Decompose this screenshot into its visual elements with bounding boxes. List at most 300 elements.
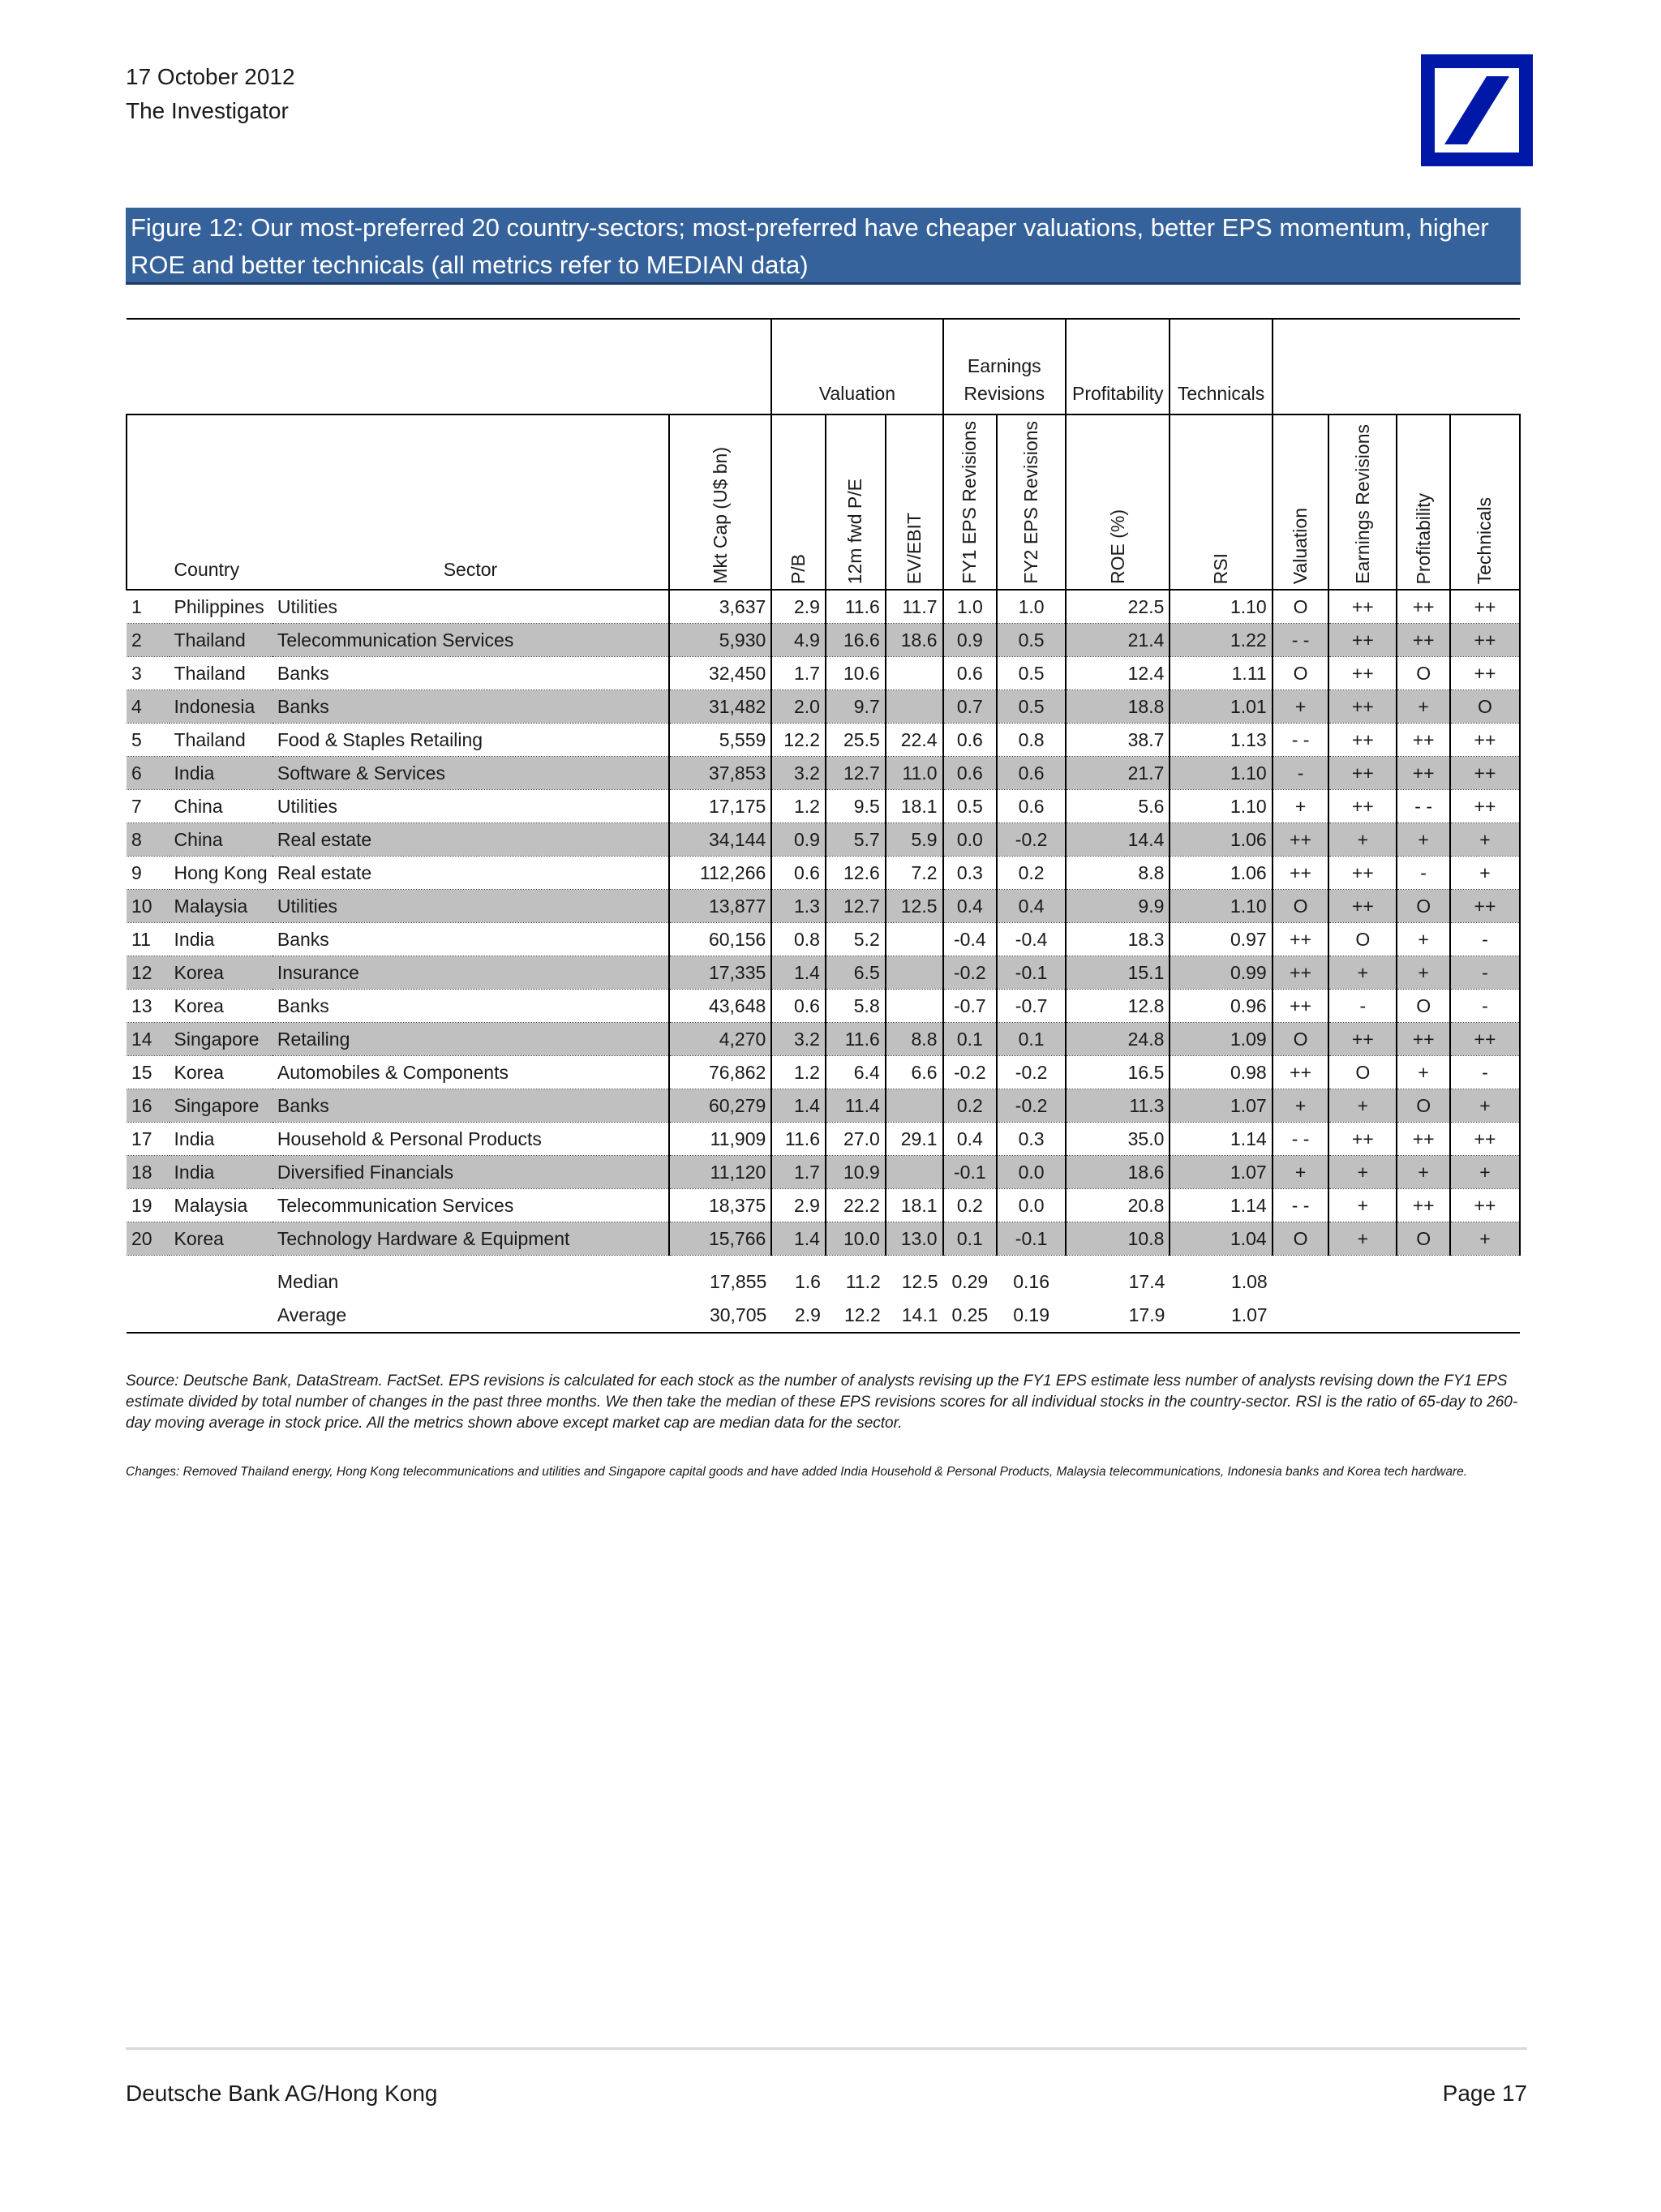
cell-fy2: -0.1 [997,956,1066,990]
cell-fy1: 0.1 [943,1023,998,1056]
col-evebit: EV/EBIT [903,512,925,584]
cell-s-val: ++ [1273,956,1329,990]
cell-sector: Utilities [273,790,669,823]
cell-fy2: 0.0 [997,1189,1066,1222]
cell-country: China [170,790,273,823]
cell-s-val: ++ [1273,923,1329,956]
table-row [127,823,1520,857]
cell-s-val: O [1273,657,1329,690]
summary-label: Median [277,1271,339,1292]
cell-pe: 16.6 [826,624,886,657]
summary-cell-roe: 17.9 [1066,1299,1170,1333]
table-row [127,657,1520,690]
col-score-technicals: Technicals [1474,496,1496,584]
cell-evebit: 8.8 [886,1023,943,1056]
logo-inner [1435,68,1519,152]
cell-rsi: 1.14 [1170,1189,1272,1222]
summary-cell-fy1: 0.25 [943,1299,998,1333]
cell-s-val: + [1273,690,1329,724]
cell-evebit [886,923,943,956]
cell-country: Hong Kong [170,857,273,890]
cell-pb: 2.0 [771,690,826,724]
cell-n: 4 [127,690,170,724]
cell-country: Malaysia [170,1189,273,1222]
cell-country: India [170,757,273,790]
changes-note: Changes: Removed Thailand energy, Hong Kong telecommunications and utilities and Singapore capital goods and have added India Household & Personal Products, Malaysia telecommunications, Indonesia banks and Korea tech hardware. [126,1465,1468,1479]
cell-evebit: 11.0 [886,757,943,790]
col-score-valuation: Valuation [1290,507,1311,584]
cell-pe: 25.5 [826,724,886,757]
cell-s-tech: - [1450,1056,1520,1089]
cell-s-prof: - - [1397,790,1450,823]
table-body [127,590,1520,1333]
cell-evebit [886,956,943,990]
cell-s-val: O [1273,1023,1329,1056]
cell-s-earn: ++ [1328,857,1397,890]
cell-pb: 0.6 [771,990,826,1023]
cell-fy1: 0.3 [943,857,998,890]
cell-mktcap: 17,335 [669,956,771,990]
cell-s-prof: ++ [1397,1189,1450,1222]
cell-pe: 12.6 [826,857,886,890]
cell-s-earn: ++ [1328,657,1397,690]
cell-evebit: 7.2 [886,857,943,890]
cell-fy2: 0.4 [997,890,1066,923]
cell-pb: 1.4 [771,1089,826,1123]
cell-s-prof: O [1397,657,1450,690]
cell-mktcap: 43,648 [669,990,771,1023]
cell-s-val: O [1273,1222,1329,1256]
summary-row [127,1256,1520,1299]
cell-s-earn: O [1328,1056,1397,1089]
cell-n: 18 [127,1156,170,1189]
cell-fy1: 0.4 [943,1123,998,1156]
cell-s-val: ++ [1273,857,1329,890]
group-technicals: Technicals [1170,319,1272,414]
cell-n: 10 [127,890,170,923]
cell-roe: 24.8 [1066,1023,1170,1056]
cell-fy1: 0.7 [943,690,998,724]
cell-s-tech: + [1450,1089,1520,1123]
cell-n: 2 [127,624,170,657]
cell-evebit: 13.0 [886,1222,943,1256]
cell-sector: Technology Hardware & Equipment [273,1222,669,1256]
cell-s-prof: O [1397,990,1450,1023]
cell-fy1: 0.2 [943,1089,998,1123]
figure-title: Figure 12: Our most-preferred 20 country-sectors; most-preferred have cheaper valuations, better EPS momentum, higher ROE and better technicals (all metrics refer to MEDIAN data) [126,208,1521,285]
summary-cell-pb: 2.9 [771,1299,826,1333]
cell-pb: 12.2 [771,724,826,757]
cell-fy1: -0.4 [943,923,998,956]
summary-cell-rsi: 1.08 [1230,1271,1268,1292]
table-row [127,1089,1520,1123]
cell-s-earn: - [1328,990,1397,1023]
cell-s-earn: + [1328,1089,1397,1123]
cell-s-tech: ++ [1450,890,1520,923]
cell-mktcap: 11,120 [669,1156,771,1189]
cell-pb: 3.2 [771,1023,826,1056]
col-sector: Sector [273,414,669,590]
cell-s-tech: ++ [1450,657,1520,690]
cell-country: India [170,1156,273,1189]
table-row [127,1023,1520,1056]
cell-sector: Banks [273,690,669,724]
cell-rsi: 1.10 [1170,790,1272,823]
cell-s-prof: ++ [1397,724,1450,757]
table-row [127,923,1520,956]
cell-fy2: -0.2 [997,823,1066,857]
group-earnings-line2: Revisions [964,383,1045,404]
cell-pb: 11.6 [771,1123,826,1156]
cell-fy1: -0.7 [943,990,998,1023]
cell-s-prof: + [1397,1156,1450,1189]
cell-s-prof: ++ [1397,757,1450,790]
cell-s-earn: + [1328,956,1397,990]
cell-mktcap: 18,375 [669,1189,771,1222]
summary-cell-fy2: 0.19 [997,1299,1066,1333]
cell-n: 6 [127,757,170,790]
cell-pe: 5.7 [826,823,886,857]
table-row [127,757,1520,790]
footer-left: Deutsche Bank AG/Hong Kong [126,2081,438,2106]
table-row [127,1222,1520,1256]
cell-roe: 15.1 [1066,956,1170,990]
source-note: Source: Deutsche Bank, DataStream. FactSet. EPS revisions is calculated for each stock as the number of analysts revising up the FY1 EPS estimate less number of analysts revising down the FY1 EPS estimate divided by total number of changes in the past three months. We then take the median of these EPS revisions scores for all individual stocks in the country-sector. RSI is the ratio of 65-day to 260-day moving average in stock price. All the metrics shown above except market cap are median data for the sector. [126,1372,1518,1432]
group-valuation: Valuation [771,319,942,414]
header-date: 17 October 2012 [126,64,295,89]
cell-sector: Automobiles & Components [273,1056,669,1089]
cell-country: Korea [170,1222,273,1256]
cell-s-tech: ++ [1450,624,1520,657]
cell-fy2: 0.5 [997,657,1066,690]
cell-s-val: - - [1273,1123,1329,1156]
cell-sector: Software & Services [273,757,669,790]
group-earnings-line1: Earnings [967,355,1041,376]
cell-sector: Food & Staples Retailing [273,724,669,757]
cell-evebit: 18.1 [886,1189,943,1222]
cell-pe: 11.6 [826,590,886,624]
cell-rsi: 1.11 [1170,657,1272,690]
summary-cell-pe: 11.2 [845,1271,881,1292]
cell-s-val: + [1273,1089,1329,1123]
cell-fy2: 1.0 [997,590,1066,624]
cell-n: 20 [127,1222,170,1256]
cell-evebit: 5.9 [886,823,943,857]
cell-n: 14 [127,1023,170,1056]
cell-s-earn: ++ [1328,790,1397,823]
deutsche-bank-logo [1421,54,1533,166]
cell-fy2: -0.1 [997,1222,1066,1256]
cell-rsi: 1.22 [1170,624,1272,657]
cell-roe: 35.0 [1066,1123,1170,1156]
cell-pe: 5.8 [826,990,886,1023]
cell-pe: 12.7 [826,757,886,790]
col-pb: P/B [788,553,809,584]
cell-fy2: 0.3 [997,1123,1066,1156]
cell-s-val: - [1273,757,1329,790]
cell-pe: 11.4 [826,1089,886,1123]
cell-country: Singapore [170,1089,273,1123]
cell-fy1: 0.1 [943,1222,998,1256]
cell-sector: Banks [273,1089,669,1123]
table-row [127,690,1520,724]
cell-s-earn: + [1328,1189,1397,1222]
cell-pe: 27.0 [826,1123,886,1156]
cell-rsi: 0.98 [1170,1056,1272,1089]
cell-s-val: - - [1273,724,1329,757]
cell-s-tech: - [1450,990,1520,1023]
cell-s-earn: ++ [1328,724,1397,757]
summary-cell-mktcap: 17,855 [709,1271,767,1292]
cell-fy1: 1.0 [943,590,998,624]
cell-s-tech: ++ [1450,1023,1520,1056]
cell-pe: 10.6 [826,657,886,690]
cell-roe: 38.7 [1066,724,1170,757]
cell-country: Philippines [170,590,273,624]
cell-evebit [886,1156,943,1189]
cell-fy2: 0.8 [997,724,1066,757]
cell-fy1: 0.5 [943,790,998,823]
cell-mktcap: 112,266 [669,857,771,890]
cell-roe: 18.3 [1066,923,1170,956]
cell-fy1: 0.9 [943,624,998,657]
cell-s-prof: O [1397,1222,1450,1256]
cell-roe: 18.8 [1066,690,1170,724]
table-row [127,790,1520,823]
cell-s-prof: + [1397,690,1450,724]
cell-evebit [886,657,943,690]
cell-roe: 10.8 [1066,1222,1170,1256]
cell-pe: 12.7 [826,890,886,923]
cell-fy1: -0.2 [943,956,998,990]
cell-rsi: 1.07 [1170,1156,1272,1189]
cell-roe: 22.5 [1066,590,1170,624]
cell-mktcap: 5,559 [669,724,771,757]
cell-n: 9 [127,857,170,890]
cell-country: India [170,1123,273,1156]
cell-s-tech: + [1450,1156,1520,1189]
cell-pe: 22.2 [826,1189,886,1222]
cell-rsi: 1.06 [1170,857,1272,890]
summary-cell-pb: 1.6 [795,1271,821,1292]
summary-cell-fy2: 0.16 [1013,1271,1049,1292]
cell-s-earn: + [1328,1156,1397,1189]
cell-n: 7 [127,790,170,823]
cell-roe: 11.3 [1066,1089,1170,1123]
cell-fy2: -0.7 [997,990,1066,1023]
cell-country: Malaysia [170,890,273,923]
col-fy1: FY1 EPS Revisions [959,421,981,584]
cell-mktcap: 15,766 [669,1222,771,1256]
cell-s-tech: O [1450,690,1520,724]
cell-s-tech: ++ [1450,590,1520,624]
cell-s-tech: + [1450,823,1520,857]
header-publication: The Investigator [126,98,289,123]
cell-n: 12 [127,956,170,990]
cell-roe: 18.6 [1066,1156,1170,1189]
summary-cell-fy1: 0.29 [951,1271,989,1292]
summary-cell-evebit: 12.5 [901,1271,938,1292]
cell-n: 8 [127,823,170,857]
cell-fy1: 0.6 [943,757,998,790]
cell-pb: 1.2 [771,1056,826,1089]
cell-fy1: 0.0 [943,823,998,857]
cell-evebit: 18.6 [886,624,943,657]
cell-country: Thailand [170,724,273,757]
cell-n: 3 [127,657,170,690]
cell-s-prof: - [1397,857,1450,890]
cell-mktcap: 76,862 [669,1056,771,1089]
cell-s-earn: ++ [1328,757,1397,790]
col-fy2: FY2 EPS Revisions [1020,421,1042,584]
group-header-row [127,319,1520,414]
cell-s-earn: ++ [1328,690,1397,724]
col-country: Country [170,414,273,590]
logo-slash-icon [1435,68,1519,152]
cell-fy2: 0.2 [997,857,1066,890]
cell-rsi: 0.96 [1170,990,1272,1023]
cell-pb: 3.2 [771,757,826,790]
cell-country: Thailand [170,657,273,690]
summary-cell-rsi: 1.07 [1170,1299,1272,1333]
cell-sector: Real estate [273,823,669,857]
cell-sector: Banks [273,657,669,690]
col-pe: 12m fwd P/E [844,478,866,584]
cell-pe: 5.2 [826,923,886,956]
cell-s-val: O [1273,890,1329,923]
cell-s-earn: ++ [1328,890,1397,923]
table-row [127,624,1520,657]
cell-s-prof: ++ [1397,590,1450,624]
cell-evebit [886,1089,943,1123]
cell-evebit [886,990,943,1023]
cell-s-earn: + [1328,823,1397,857]
cell-n: 17 [127,1123,170,1156]
cell-fy2: 0.6 [997,790,1066,823]
cell-country: Korea [170,1056,273,1089]
cell-s-earn: + [1328,1222,1397,1256]
cell-country: Singapore [170,1023,273,1056]
footer-divider [126,2047,1527,2050]
cell-rsi: 1.10 [1170,890,1272,923]
cell-mktcap: 37,853 [669,757,771,790]
cell-s-val: ++ [1273,1056,1329,1089]
cell-pe: 10.9 [826,1156,886,1189]
cell-pe: 10.0 [826,1222,886,1256]
group-profitability: Profitability [1066,319,1170,414]
cell-roe: 8.8 [1066,857,1170,890]
cell-pb: 1.4 [771,956,826,990]
cell-evebit [886,690,943,724]
cell-evebit: 29.1 [886,1123,943,1156]
cell-n: 11 [127,923,170,956]
cell-s-tech: ++ [1450,757,1520,790]
cell-s-tech: ++ [1450,724,1520,757]
cell-rsi: 1.10 [1170,590,1272,624]
table-row [127,1056,1520,1089]
column-header-row [127,414,1520,590]
cell-mktcap: 34,144 [669,823,771,857]
cell-pb: 1.7 [771,657,826,690]
cell-s-prof: O [1397,1089,1450,1123]
country-sector-table [126,318,1521,1334]
cell-n: 15 [127,1056,170,1089]
cell-sector: Telecommunication Services [273,624,669,657]
cell-country: India [170,923,273,956]
cell-mktcap: 3,637 [669,590,771,624]
col-roe: ROE (%) [1106,509,1128,584]
summary-cell-roe: 17.4 [1128,1271,1165,1292]
cell-s-val: ++ [1273,990,1329,1023]
cell-country: Thailand [170,624,273,657]
cell-fy2: -0.2 [997,1056,1066,1089]
cell-s-earn: ++ [1328,624,1397,657]
table-row [127,1156,1520,1189]
cell-s-prof: O [1397,890,1450,923]
cell-mktcap: 11,909 [669,1123,771,1156]
cell-pe: 9.7 [826,690,886,724]
cell-rsi: 0.97 [1170,923,1272,956]
cell-pb: 0.9 [771,823,826,857]
cell-fy1: -0.1 [943,1156,998,1189]
table-row [127,724,1520,757]
cell-evebit: 11.7 [886,590,943,624]
cell-s-tech: ++ [1450,1123,1520,1156]
cell-fy2: 0.0 [997,1156,1066,1189]
cell-pb: 1.2 [771,790,826,823]
cell-fy2: 0.1 [997,1023,1066,1056]
cell-s-tech: + [1450,857,1520,890]
cell-s-tech: - [1450,956,1520,990]
data-table-container [126,318,1521,1334]
cell-s-prof: + [1397,956,1450,990]
table-row [127,1123,1520,1156]
col-mktcap: Mkt Cap (U$ bn) [709,447,731,584]
cell-s-earn: ++ [1328,590,1397,624]
cell-sector: Household & Personal Products [273,1123,669,1156]
summary-cell-evebit: 14.1 [886,1299,943,1333]
cell-evebit: 6.6 [886,1056,943,1089]
cell-roe: 12.4 [1066,657,1170,690]
cell-pe: 11.6 [826,1023,886,1056]
cell-s-val: + [1273,790,1329,823]
page-header [126,60,295,128]
cell-n: 16 [127,1089,170,1123]
cell-s-tech: - [1450,923,1520,956]
cell-mktcap: 13,877 [669,890,771,923]
cell-rsi: 0.99 [1170,956,1272,990]
cell-s-prof: + [1397,1056,1450,1089]
cell-roe: 12.8 [1066,990,1170,1023]
cell-s-earn: ++ [1328,1123,1397,1156]
cell-s-val: - - [1273,624,1329,657]
cell-s-val: O [1273,590,1329,624]
cell-mktcap: 5,930 [669,624,771,657]
cell-rsi: 1.06 [1170,823,1272,857]
cell-rsi: 1.14 [1170,1123,1272,1156]
cell-pe: 6.4 [826,1056,886,1089]
cell-rsi: 1.04 [1170,1222,1272,1256]
cell-pb: 1.3 [771,890,826,923]
cell-country: Korea [170,956,273,990]
table-row [127,1189,1520,1222]
cell-evebit: 22.4 [886,724,943,757]
cell-pe: 6.5 [826,956,886,990]
cell-roe: 20.8 [1066,1189,1170,1222]
cell-rsi: 1.07 [1170,1089,1272,1123]
cell-mktcap: 32,450 [669,657,771,690]
cell-fy1: -0.2 [943,1056,998,1089]
